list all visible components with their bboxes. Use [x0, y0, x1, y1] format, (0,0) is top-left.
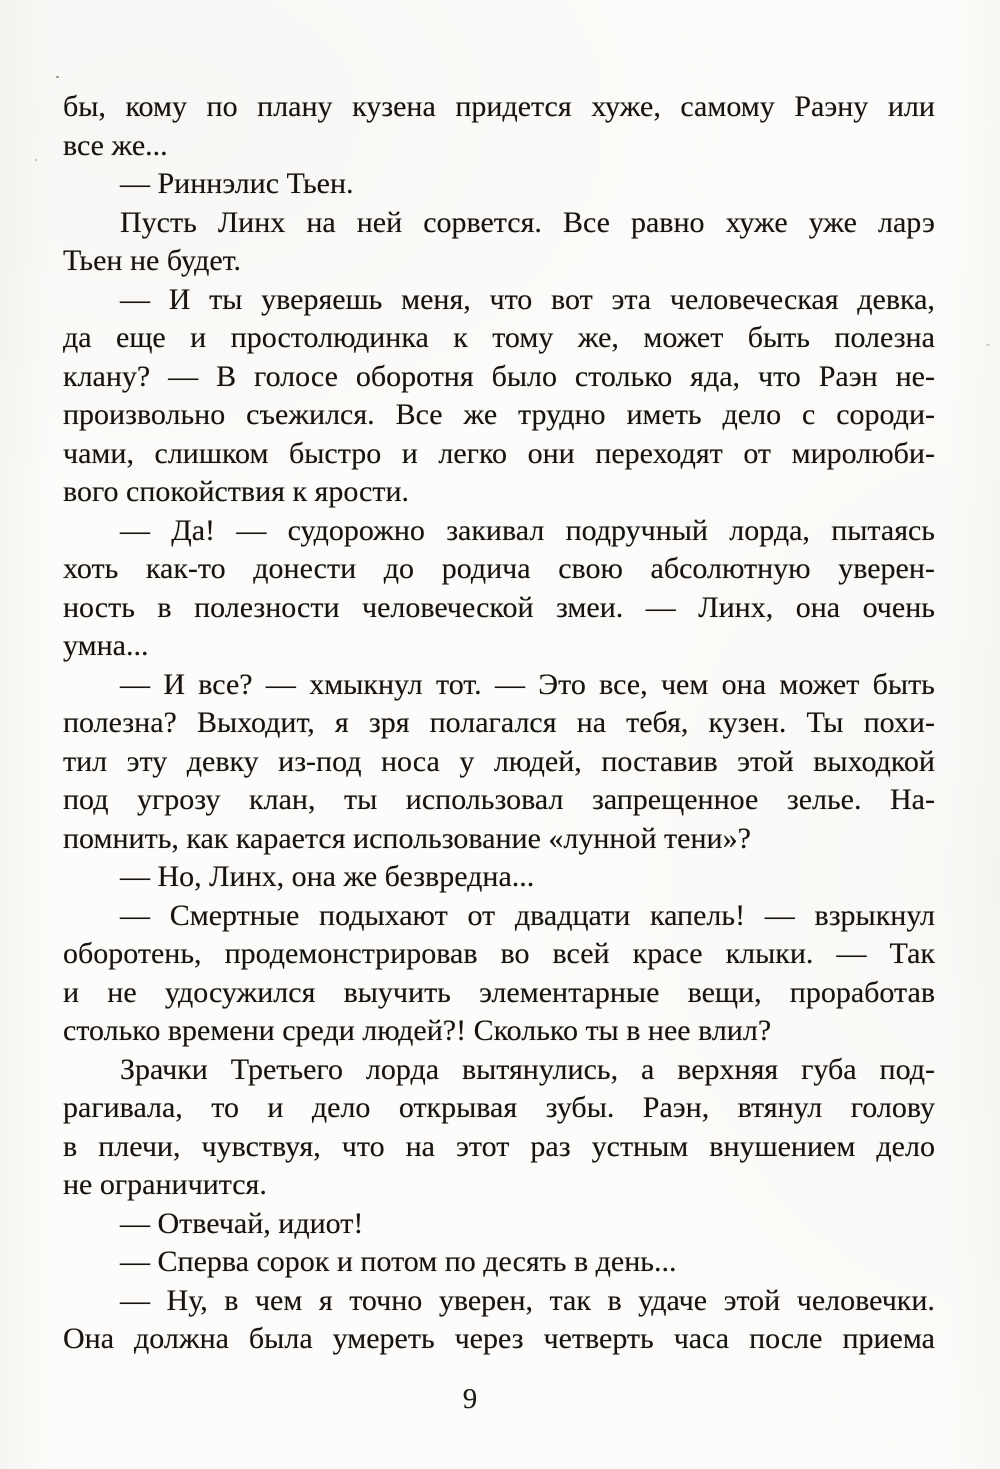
text-line — [63, 666, 935, 705]
word: в — [607, 1283, 622, 1317]
word: Раэну — [794, 90, 869, 123]
scan-speck — [56, 76, 59, 78]
word: двадцати — [514, 898, 631, 932]
word: хоть — [63, 552, 119, 585]
word: же — [463, 398, 498, 431]
word: Все — [562, 205, 610, 239]
word: ты — [343, 783, 378, 816]
word: голову — [850, 1091, 935, 1124]
word: чами, — [63, 436, 134, 470]
word: И — [168, 282, 191, 316]
text-line: помнить, как карается использование «лунной тени»? — [63, 821, 751, 855]
word: через — [454, 1322, 524, 1355]
word: кузена — [352, 90, 436, 123]
word: слишком — [154, 436, 269, 470]
word: может — [643, 321, 724, 354]
word: что — [757, 359, 801, 393]
word: Раэн, — [642, 1091, 710, 1124]
word: этой — [737, 744, 794, 778]
text-line: — Риннэлис Тьен. — [120, 167, 354, 200]
word: Линх, — [698, 590, 774, 624]
word: плану — [257, 90, 333, 123]
word: ты — [209, 282, 243, 316]
word: после — [749, 1322, 823, 1355]
word: быть — [872, 667, 935, 701]
word: чем — [660, 667, 709, 701]
word: хуже, — [591, 90, 661, 123]
word: Так — [889, 937, 935, 970]
word: Третьего — [230, 1052, 343, 1086]
word: лорда — [365, 1052, 440, 1086]
text-line — [63, 550, 935, 589]
word: в — [157, 590, 172, 624]
word: удосужился — [164, 975, 316, 1009]
word: ней — [356, 205, 403, 239]
word: — — [265, 667, 296, 701]
word: до — [383, 552, 415, 585]
word: да — [63, 321, 92, 354]
text-block — [63, 88, 935, 1359]
word: легко — [438, 436, 508, 470]
word: девку — [186, 744, 259, 778]
word: запрещенное — [591, 783, 759, 816]
word: что — [489, 282, 533, 316]
word: — — [120, 667, 150, 701]
word: яда, — [690, 359, 741, 393]
word: хуже — [725, 205, 788, 239]
word: от — [467, 898, 496, 932]
word: и — [63, 975, 80, 1009]
word: простолюдинка — [230, 321, 429, 354]
word: с — [802, 398, 816, 431]
word: трудно — [518, 398, 606, 431]
word: то — [211, 1091, 239, 1124]
scan-speck — [35, 159, 37, 161]
word: тот. — [435, 667, 482, 701]
word: зубы. — [545, 1091, 615, 1124]
word: съежился. — [246, 398, 375, 431]
word: подыхают — [319, 898, 448, 932]
text-line — [63, 204, 935, 243]
word: в — [63, 1129, 78, 1163]
word: клан, — [249, 783, 316, 816]
word: подручный — [565, 513, 708, 547]
scan-speck — [986, 344, 990, 346]
word: верхняя — [677, 1052, 779, 1086]
text-line: не ограничится. — [63, 1168, 267, 1201]
word: людей, — [493, 744, 582, 778]
word: равно — [630, 205, 705, 239]
word: все, — [599, 667, 648, 701]
word: выучить — [343, 975, 451, 1009]
text-line — [63, 743, 935, 782]
word: на — [306, 205, 336, 239]
word: может — [779, 667, 860, 701]
word: ларэ — [878, 205, 935, 239]
text-line — [63, 396, 935, 435]
word: было — [491, 359, 557, 393]
text-line: вого спокойствия к ярости. — [63, 475, 410, 508]
word: не- — [895, 359, 935, 393]
text-line: умна... — [63, 629, 149, 662]
word: ность — [63, 590, 135, 624]
word: тому — [492, 321, 554, 354]
text-line — [63, 319, 935, 358]
word: человеческой — [362, 590, 534, 624]
word: иметь — [626, 398, 702, 431]
word: уже — [808, 205, 857, 239]
word: лорда, — [729, 513, 810, 547]
text-line — [63, 897, 935, 936]
word: проработав — [789, 975, 935, 1009]
word: закивал — [446, 513, 545, 547]
text-line — [63, 281, 935, 320]
word: похи- — [863, 706, 935, 739]
word: умереть — [332, 1322, 435, 1355]
word: не — [107, 975, 137, 1009]
word: придется — [455, 90, 572, 123]
word: все? — [198, 667, 253, 701]
word: Смертные — [169, 898, 300, 932]
word: самому — [680, 90, 775, 123]
word: произвольно — [63, 398, 226, 431]
word: четверть — [543, 1322, 654, 1355]
word: хмыкнул — [309, 667, 423, 701]
word: быть — [747, 321, 810, 354]
word: человеческая — [669, 282, 839, 316]
word: к — [453, 321, 468, 354]
word: чувствуя, — [201, 1129, 321, 1163]
word: уверен, — [438, 1283, 534, 1317]
word: полагался — [429, 706, 557, 739]
word: Раэн — [818, 359, 878, 393]
text-line — [63, 589, 935, 628]
word: эту — [126, 744, 168, 778]
word: чем — [254, 1283, 303, 1317]
text-line — [63, 88, 935, 127]
word: На- — [890, 783, 935, 816]
word: и — [267, 1091, 284, 1124]
word: использовал — [405, 783, 564, 816]
word: донести — [253, 552, 357, 585]
word: угрозу — [136, 783, 221, 816]
word: эта — [611, 282, 652, 316]
word: — — [494, 667, 525, 701]
text-line: Тьен не будет. — [63, 244, 242, 277]
text-line — [63, 935, 935, 974]
text-line — [63, 1282, 935, 1321]
word: — — [120, 898, 150, 932]
word: девка, — [857, 282, 935, 316]
word: змеи. — [556, 590, 624, 624]
word: от — [743, 436, 772, 470]
word: бы, — [63, 90, 106, 123]
word: кузен. — [708, 706, 787, 739]
word: дело — [311, 1091, 371, 1124]
word: приема — [842, 1322, 935, 1355]
word: на — [576, 706, 607, 739]
word: Выходит, — [196, 706, 315, 739]
word: Все — [395, 398, 443, 431]
word: — — [168, 359, 199, 393]
word: плечи, — [98, 1129, 181, 1163]
word: взрыкнул — [814, 898, 935, 932]
word: переходят — [595, 436, 723, 470]
word: Ну, — [166, 1283, 208, 1317]
word: этот — [456, 1129, 510, 1163]
word: из-под — [278, 744, 362, 778]
word: должна — [134, 1322, 229, 1355]
word: тил — [63, 744, 108, 778]
word: — — [120, 513, 150, 547]
word: втянул — [737, 1091, 823, 1124]
word: зелье. — [786, 783, 862, 816]
text-line — [63, 512, 935, 551]
word: я — [318, 1283, 333, 1317]
word: выходкой — [813, 744, 935, 778]
word: оборотня — [355, 359, 474, 393]
word: у — [459, 744, 475, 778]
word: клану? — [63, 359, 151, 393]
word: — — [764, 898, 795, 932]
word: родича — [441, 552, 531, 585]
word: дело — [876, 1129, 935, 1163]
word: же, — [577, 321, 619, 354]
word: и — [190, 321, 207, 354]
word: Ты — [806, 706, 844, 739]
text-line — [63, 974, 935, 1013]
word: она — [721, 667, 767, 701]
text-line — [63, 1089, 935, 1128]
word: — — [836, 937, 867, 970]
word: точно — [349, 1283, 423, 1317]
word: во — [500, 937, 530, 970]
word: тебя, — [626, 706, 689, 739]
word: свою — [558, 552, 623, 585]
word: еще — [116, 321, 166, 354]
word: Пусть — [120, 205, 197, 239]
text-line — [63, 1320, 935, 1359]
word: голосе — [254, 359, 338, 393]
word: носа — [381, 744, 440, 778]
word: Зрачки — [120, 1052, 208, 1086]
word: уверен- — [838, 552, 935, 585]
word: этой — [723, 1283, 781, 1317]
word: И — [163, 667, 185, 701]
word: открывая — [398, 1091, 518, 1124]
word: вот — [551, 282, 593, 316]
word: В — [216, 359, 237, 393]
word: по — [206, 90, 238, 123]
text-line — [63, 1128, 935, 1167]
word: Линх — [217, 205, 286, 239]
text-line: — Но, Линх, она же безвредна... — [120, 860, 535, 893]
word: — — [120, 1283, 150, 1317]
word: на — [405, 1129, 435, 1163]
text-line: — Отвечай, идиот! — [120, 1206, 364, 1240]
word: что — [341, 1129, 385, 1163]
word: сорвется. — [423, 205, 542, 239]
word: вещи, — [687, 975, 762, 1009]
word: сороди- — [836, 398, 935, 431]
word: была — [248, 1322, 313, 1355]
word: клыки. — [725, 937, 814, 970]
text-line — [63, 435, 935, 474]
word: поставив — [601, 744, 718, 778]
word: полезности — [194, 590, 340, 624]
word: красе — [632, 937, 703, 970]
text-line: все же... — [63, 128, 168, 162]
word: очень — [862, 590, 935, 624]
word: Это — [538, 667, 586, 701]
word: абсолютную — [650, 552, 811, 585]
word: дело — [722, 398, 782, 431]
word: полезна — [834, 321, 935, 354]
word: миролюби- — [791, 436, 935, 470]
word: так — [549, 1283, 591, 1317]
word: я — [334, 706, 349, 739]
word: зря — [368, 706, 410, 739]
word: меня, — [401, 282, 471, 316]
word: судорожно — [287, 513, 425, 547]
word: Она — [63, 1322, 115, 1355]
word: оборотень, — [63, 937, 202, 970]
word: устным — [591, 1129, 689, 1163]
word: кому — [125, 90, 187, 123]
word: элементарные — [479, 975, 660, 1009]
word: рагивала, — [63, 1091, 183, 1124]
word: — — [236, 513, 267, 547]
word: всей — [552, 937, 610, 970]
word: — — [120, 282, 150, 316]
word: внушением — [709, 1129, 856, 1163]
word: и — [401, 436, 418, 470]
word: Да! — [171, 513, 216, 547]
text-line: — Сперва сорок и потом по десять в день... — [120, 1245, 677, 1278]
text-line — [63, 781, 935, 820]
word: раз — [530, 1129, 571, 1163]
word: как-то — [145, 552, 226, 585]
word: продемонстрировав — [224, 937, 478, 970]
word: удаче — [638, 1283, 708, 1317]
word: быстро — [288, 436, 382, 470]
word: уверяешь — [261, 282, 383, 316]
word: — — [645, 590, 676, 624]
word: пытаясь — [831, 513, 935, 547]
word: в — [224, 1283, 239, 1317]
word: человечки. — [796, 1283, 935, 1317]
word: часа — [673, 1322, 730, 1355]
text-line — [63, 704, 935, 743]
word: под- — [879, 1052, 935, 1086]
word: под — [63, 783, 109, 816]
word: губа — [801, 1052, 857, 1086]
word: столько — [574, 359, 673, 393]
page-number: 9 — [462, 1383, 478, 1415]
text-line — [63, 1051, 935, 1090]
text-line — [63, 358, 935, 397]
word: полезна? — [63, 706, 177, 739]
word: она — [795, 590, 841, 624]
word: вытянулись, — [461, 1052, 619, 1086]
word: они — [527, 436, 575, 470]
word: а — [640, 1052, 655, 1086]
word: или — [887, 90, 935, 123]
text-line: столько времени среди людей?! Сколько ты в нее влил? — [63, 1014, 772, 1047]
word: капель! — [650, 898, 746, 932]
